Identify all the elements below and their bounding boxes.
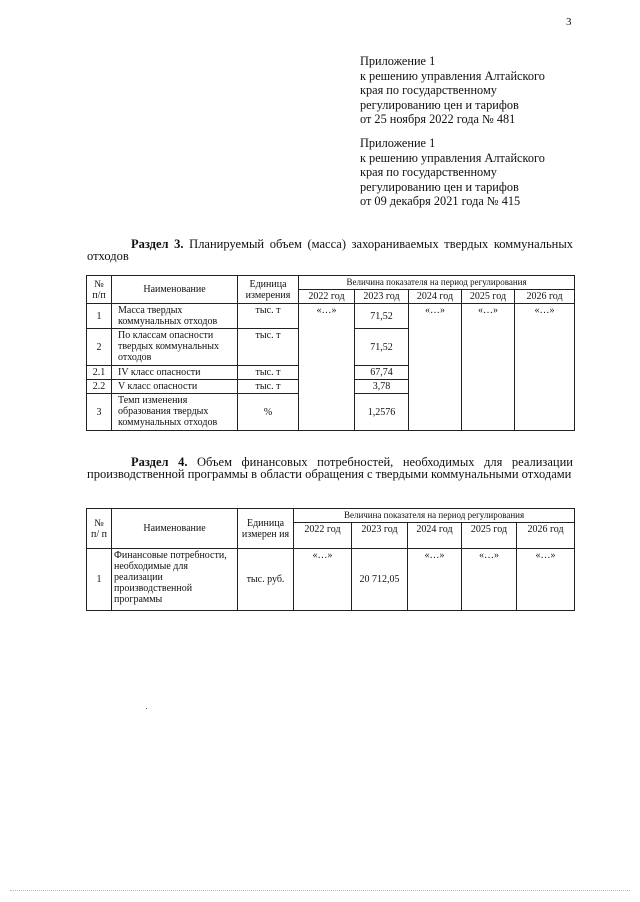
row-unit: % — [238, 394, 299, 431]
row-num: 3 — [87, 394, 112, 431]
row-name: IV класс опасности — [112, 366, 238, 380]
row-name: Финансовые потребности, необходимые для реализации производственной программы — [112, 549, 238, 611]
header-year: 2023 год — [352, 523, 408, 549]
value-2023: 1,2576 — [355, 394, 409, 431]
value-2023: 20 712,05 — [352, 549, 408, 611]
value-2024: «…» — [408, 549, 462, 611]
header-year: 2022 год — [294, 523, 352, 549]
page-number: 3 — [566, 16, 572, 28]
appendix-line: к решению управления Алтайского — [360, 68, 545, 83]
appendix-line: края по государственному — [360, 83, 497, 97]
appendix-line: от 25 ноября 2022 года № 481 — [360, 112, 516, 126]
row-name: По классам опасности твердых коммунальных отходов — [112, 329, 238, 366]
header-period: Величина показателя на период регулирования — [299, 276, 575, 290]
row-unit: тыс. т — [238, 380, 299, 394]
scan-edge-line — [10, 890, 630, 891]
section4-label: Раздел 4. — [131, 455, 188, 469]
section3-title: Планируемый объем (масса) захораниваемых твердых коммунальных отходов — [87, 237, 573, 263]
header-name: Наименование — [112, 276, 238, 304]
appendix-line: от 09 декабря 2021 года № 415 — [360, 194, 521, 208]
value-2023: 71,52 — [355, 329, 409, 366]
scan-speck — [146, 708, 147, 709]
header-period: Величина показателя на период регулирования — [294, 509, 575, 523]
row-num: 2.1 — [87, 366, 112, 380]
section3-label: Раздел 3. — [131, 237, 184, 251]
appendix-line: регулированию цен и тарифов — [360, 97, 519, 112]
section4-title: Объем финансовых потребностей, необходимых для реализации производственной программы в области обращения с твердыми коммунальными отходами — [87, 455, 573, 481]
value-2023: 71,52 — [355, 304, 409, 329]
row-unit: тыс. т — [238, 329, 299, 366]
row-num: 2 — [87, 329, 112, 366]
header-unit: Единица измерен ия — [238, 509, 294, 549]
row-name: Темп изменения образования твердых коммунальных отходов — [112, 394, 238, 431]
appendix-line: Приложение 1 — [360, 54, 436, 68]
value-2022: «…» — [299, 304, 355, 431]
row-name: V класс опасности — [112, 380, 238, 394]
appendix-line: Приложение 1 — [360, 136, 436, 150]
header-year: 2026 год — [517, 523, 575, 549]
row-num: 1 — [87, 304, 112, 329]
value-2023: 67,74 — [355, 366, 409, 380]
header-year: 2026 год — [515, 290, 575, 304]
appendix-previous — [360, 136, 600, 209]
section3-heading — [87, 238, 573, 262]
value-2024: «…» — [409, 304, 462, 431]
section4-heading — [87, 456, 573, 480]
value-2026: «…» — [517, 549, 575, 611]
header-name: Наименование — [112, 509, 238, 549]
row-num: 2.2 — [87, 380, 112, 394]
header-year: 2022 год — [299, 290, 355, 304]
section3-table — [86, 275, 575, 431]
appendix-line: края по государственному — [360, 165, 497, 179]
row-name: Масса твердых коммунальных отходов — [112, 304, 238, 329]
table-row — [87, 549, 575, 611]
header-num: № п/п — [87, 276, 112, 304]
value-2022: «…» — [294, 549, 352, 611]
value-2025: «…» — [462, 549, 517, 611]
value-2026: «…» — [515, 304, 575, 431]
header-year: 2024 год — [409, 290, 462, 304]
appendix-line: регулированию цен и тарифов — [360, 179, 519, 194]
value-2023: 3,78 — [355, 380, 409, 394]
row-unit: тыс. т — [238, 366, 299, 380]
table-row — [87, 304, 575, 329]
section4-table — [86, 508, 575, 611]
value-2025: «…» — [462, 304, 515, 431]
appendix-current — [360, 54, 600, 127]
appendix-line: к решению управления Алтайского — [360, 150, 545, 165]
header-year: 2023 год — [355, 290, 409, 304]
row-unit: тыс. руб. — [238, 549, 294, 611]
header-num: № п/ п — [87, 509, 112, 549]
row-unit: тыс. т — [238, 304, 299, 329]
header-year: 2025 год — [462, 523, 517, 549]
header-unit: Единица измерения — [238, 276, 299, 304]
row-num: 1 — [87, 549, 112, 611]
header-year: 2024 год — [408, 523, 462, 549]
header-year: 2025 год — [462, 290, 515, 304]
